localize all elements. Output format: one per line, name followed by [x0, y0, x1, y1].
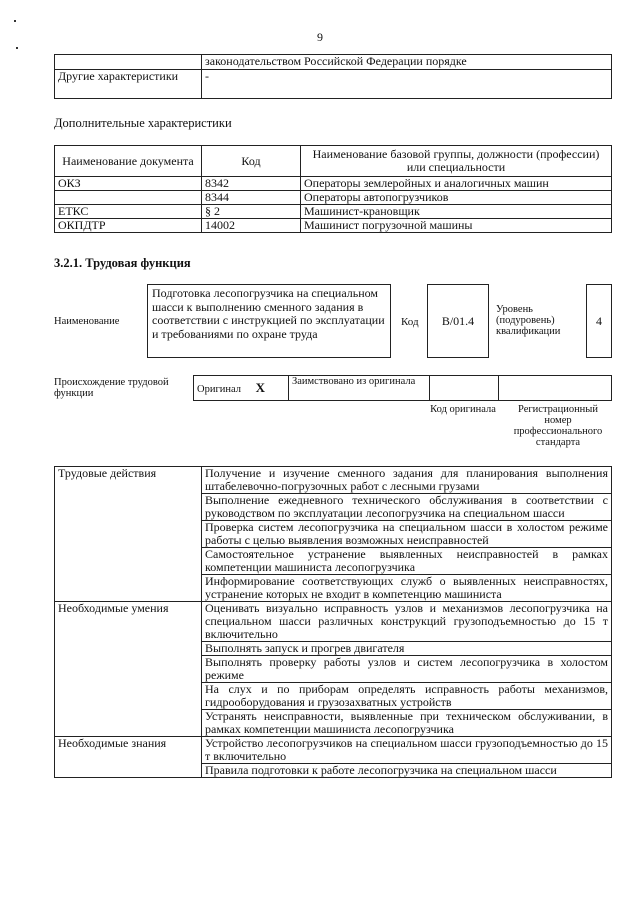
origin-label: Происхождение трудовой функции	[54, 377, 169, 399]
table-cell: Информирование соответствующих служб о выявленных неисправностях, устранение которых не входит в компетенцию машиниста	[202, 575, 612, 602]
table-row	[55, 70, 612, 99]
table-row	[194, 376, 612, 401]
additional-heading: Дополнительные характеристики	[54, 116, 232, 130]
table-cell: Операторы землеройных и аналогичных машин	[301, 177, 612, 191]
level-box	[586, 284, 612, 358]
reg-number-caption: Регистрационный номер профессионального стандарта	[513, 404, 603, 448]
table-cell: ЕТКС	[55, 205, 202, 219]
table-cell: Получение и изучение сменного задания для планирования выполнения штабелевочно-погрузочных работ с лесными грузами	[202, 467, 612, 494]
section-title: 3.2.1. Трудовая функция	[54, 256, 191, 270]
group-label: Необходимые умения	[55, 602, 202, 737]
column-header: Наименование базовой группы, должности (профессии) или специальности	[301, 146, 612, 177]
table-row	[55, 737, 612, 764]
table-row	[55, 205, 612, 219]
table-cell: 8344	[202, 191, 301, 205]
page-number: 9	[317, 30, 323, 44]
column-header: Наименование документа	[55, 146, 202, 177]
group-label: Необходимые знания	[55, 737, 202, 778]
function-code-value: B/01.4	[441, 313, 475, 328]
level-label: Уровень (подуровень) квалификации	[496, 304, 561, 337]
table-header-row	[55, 146, 612, 177]
original-code-cell	[430, 376, 499, 401]
function-code-box	[427, 284, 489, 358]
column-header: Код	[202, 146, 301, 177]
original-cell	[194, 376, 289, 401]
table-cell: § 2	[202, 205, 301, 219]
table-cell: Оценивать визуально исправность узлов и механизмов лесопогрузчика на специальном шасси различных конструкций грузоподъемностью до 15 т включительно	[202, 602, 612, 642]
name-label: Наименование	[54, 316, 120, 327]
table-cell: 8342	[202, 177, 301, 191]
scan-speck	[14, 20, 16, 22]
table-cell	[55, 55, 202, 70]
table-cell: Устройство лесопогрузчиков на специальном шасси грузоподъемностью до 15 т включительно	[202, 737, 612, 764]
borrowed-cell: Заимствовано из оригинала	[289, 376, 430, 401]
table-cell: Проверка систем лесопогрузчика на специальном шасси в холостом режиме работы с целью выявления возможных неисправностей	[202, 521, 612, 548]
table-cell: Правила подготовки к работе лесопогрузчика на специальном шасси	[202, 764, 612, 778]
group-label: Трудовые действия	[55, 467, 202, 602]
table-cell: Выполнять проверку работы узлов и систем лесопогрузчика в холостом режиме	[202, 656, 612, 683]
origin-table	[193, 375, 612, 401]
table-row	[55, 55, 612, 70]
table-cell: На слух и по приборам определять исправность работы механизмов, гидрооборудования и грузозахватных устройств	[202, 683, 612, 710]
original-code-caption: Код оригинала	[430, 404, 496, 415]
table-row	[55, 602, 612, 642]
table-cell: законодательством Российской Федерации порядке	[202, 55, 612, 70]
table-cell: ОКЗ	[55, 177, 202, 191]
table-cell: Самостоятельное устранение выявленных неисправностей в рамках компетенции машиниста лесопогрузчика	[202, 548, 612, 575]
table-cell: Операторы автопогрузчиков	[301, 191, 612, 205]
table-cell: Устранять неисправности, выявленные при техническом обслуживании, в рамках компетенции машиниста лесопогрузчика	[202, 710, 612, 737]
table-cell: ОКПДТР	[55, 219, 202, 233]
table-cell: Выполнять запуск и прогрев двигателя	[202, 642, 612, 656]
function-name-box: Подготовка лесопогрузчика на специальном шасси к выполнению сменного задания в соответствии с инструкцией по эксплуатации и требованиями по охране труда	[147, 284, 391, 358]
table-cell: Машинист-крановщик	[301, 205, 612, 219]
table-cell: Другие характеристики	[55, 70, 202, 99]
table-cell: Машинист погрузочной машины	[301, 219, 612, 233]
labor-table	[54, 466, 612, 778]
original-label: Оригинал	[197, 383, 241, 395]
additional-table	[54, 145, 612, 233]
level-value: 4	[596, 313, 602, 328]
original-mark: X	[255, 379, 266, 395]
table-row	[55, 467, 612, 494]
code-label: Код	[401, 316, 419, 328]
table-row	[55, 191, 612, 205]
reg-number-cell	[499, 376, 612, 401]
table-cell: Выполнение ежедневного технического обслуживания в соответствии с руководством по эксплуатации лесопогрузчика на специальном шасси	[202, 494, 612, 521]
table-cell: -	[202, 70, 612, 99]
table-cell: 14002	[202, 219, 301, 233]
table-row	[55, 177, 612, 191]
table-cell	[55, 191, 202, 205]
table-row	[55, 219, 612, 233]
scan-speck	[16, 47, 18, 49]
top-table	[54, 54, 612, 99]
